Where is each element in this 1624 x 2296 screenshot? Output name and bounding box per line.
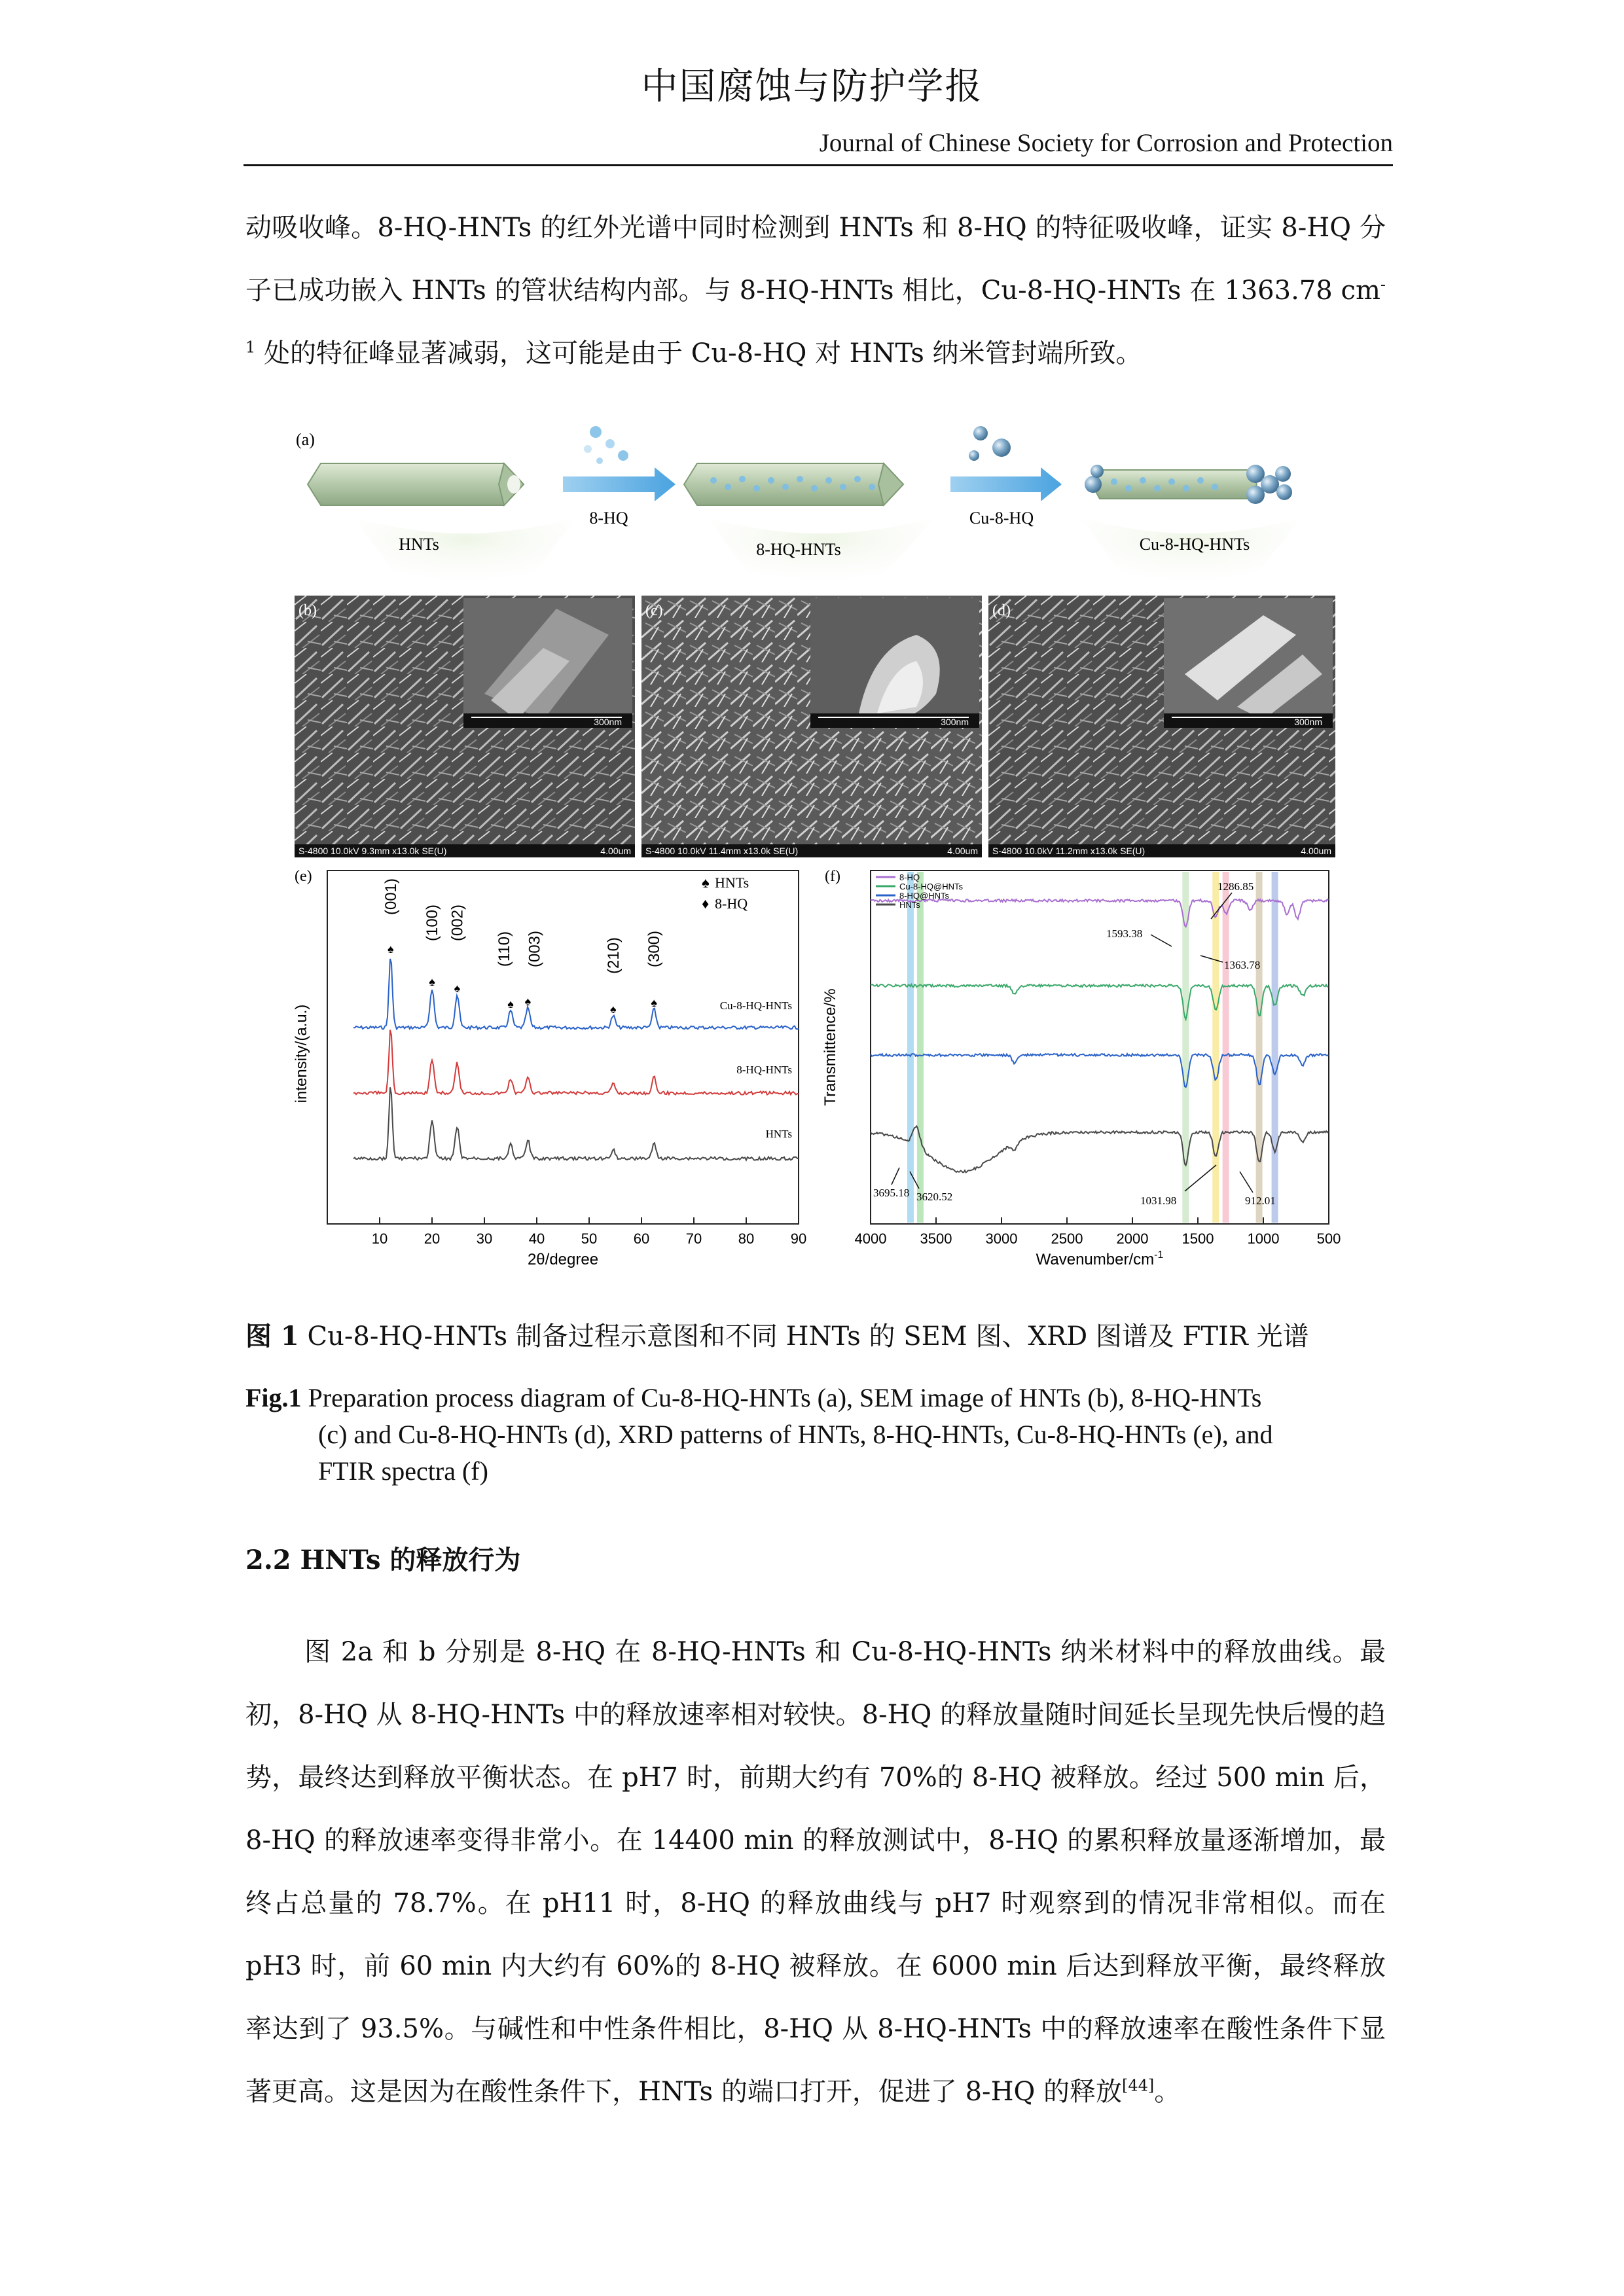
sem-b-scale: 300nm (594, 717, 622, 727)
ftir-panel-label: (f) (825, 868, 840, 885)
ftir-highlight-band (1212, 872, 1219, 1223)
ftir-x-label: Wavenumber/$cm^{-1}$ (1036, 1249, 1164, 1268)
xrd-peak-label: (300) (645, 930, 664, 968)
sem-b-label: (b) (298, 602, 317, 619)
journal-title-en: Journal of Chinese Society for Corrosion and Protection (819, 129, 1393, 157)
xrd-series-line (353, 959, 799, 1030)
arrow-8hq (563, 426, 676, 501)
intro-tail: 处的特征峰显著减弱，这可能是由于 Cu-8-HQ 对 HNTs 纳米管封端所致。 (255, 338, 1142, 368)
sem-d-scale: 300nm (1294, 717, 1322, 727)
xrd-trace-label-hnts: HNTs (765, 1128, 792, 1140)
intro-superscript: -1 (245, 275, 1386, 357)
sem-b-bar: 4.00um (600, 846, 631, 856)
intro-text: 动吸收峰。8-HQ-HNTs 的红外光谱中同时检测到 HNTs 和 8-HQ 的特征吸收峰，证实 8-HQ 分子已成功嵌入 HNTs 的管状结构内部。与 8-HQ-HNTs 相比，Cu-8-HQ-HNTs 在 1363.78 cm (245, 213, 1386, 306)
body-text: 图 2a 和 b 分别是 8-HQ 在 8-HQ-HNTs 和 Cu-8-HQ-HNTs 纳米材料中的释放曲线。最初，8-HQ 从 8-HQ-HNTs 中的释放速率相对较快。8-HQ 的释放量随时间延长呈现先快后慢的趋势，最终达到释放平衡状态。在 pH7 时，前期大约有 70%的 8-HQ 被释放。经过 500 min 后，8-HQ 的释放速率变得非常小。在 14400 min 的释放测试中，8-HQ 的累积释放量逐渐增加，最终占总量的 78.7%。在 pH11 时，8-HQ 的释放曲线与 pH7 时观察到的情况非常相似。而在 pH3 时，前 60 min 内大约有 60%的 8-HQ 被释放。在 6000 min 后达到释放平衡，最终释放率达到了 93.5%。与碱性和中性条件相比，8-HQ 从 8-HQ-HNTs 中的释放速率在酸性条件下显著更高。这是因为在酸性条件下，HNTs 的端口打开，促进了 8-HQ 的释放 (245, 1637, 1386, 2107)
ftir-legend (876, 872, 963, 910)
ftir-x-tick-label: 4000 (854, 1230, 887, 1247)
ftir-highlight-band (907, 872, 914, 1223)
ftir-ann-3695: 3695.18 (873, 1187, 910, 1199)
xrd-trace-label-cu: Cu-8-HQ-HNTs (719, 999, 792, 1012)
sem-d-meta: S-4800 10.0kV 11.2mm x13.0k SE(U) (992, 846, 1146, 856)
sem-panel-b (295, 596, 635, 857)
ftir-chart (821, 868, 1341, 1268)
sem-c-scale: 300nm (941, 717, 969, 727)
xrd-peak-label: (001) (382, 878, 400, 916)
step-hnts-label: HNTs (399, 535, 439, 554)
xrd-trace-label-8hq: 8-HQ-HNTs (736, 1064, 792, 1076)
xrd-chart (293, 868, 806, 1268)
ftir-legend-8hq-hnts: 8-HQ@HNTs (899, 891, 950, 901)
sem-panel-d (988, 596, 1335, 857)
figure-caption-en-label: Fig.1 (245, 1383, 302, 1412)
sem-d-label: (d) (992, 602, 1011, 619)
ftir-highlight-band (1256, 872, 1263, 1223)
xrd-peak-label: (002) (448, 904, 467, 942)
xrd-peak-marker: ♠ (454, 982, 461, 995)
xrd-peak-marker: ♠ (651, 996, 657, 1009)
step-cu8hq-hnts-label: Cu-8-HQ-HNTs (1139, 535, 1250, 554)
hnts-tube-graphic (308, 463, 524, 505)
xrd-y-label: intensity/(a.u.) (293, 1004, 310, 1103)
ftir-x-ticks (855, 1217, 1341, 1247)
sem-panel-c (641, 596, 982, 857)
section-heading-text: 的释放行为 (380, 1545, 521, 1575)
xrd-legend-hnts: HNTs (715, 874, 749, 891)
figure-caption-cn-label: 图 1 (245, 1321, 299, 1352)
citation-ref: [44] (1121, 2076, 1155, 2095)
xrd-peak-marker: ♠ (524, 995, 532, 1008)
ftir-x-tick-label: 1500 (1182, 1230, 1214, 1247)
ftir-ann-1031: 1031.98 (1140, 1194, 1177, 1207)
ftir-highlight-band (1272, 872, 1278, 1223)
xrd-legend-marker-8hq: ♦ (702, 895, 710, 912)
xrd-peak-marker: ♠ (507, 997, 514, 1011)
xrd-x-label: 2θ/degree (527, 1251, 599, 1268)
xrd-x-tick-label: 30 (476, 1230, 493, 1247)
xrd-x-ticks (372, 1217, 806, 1247)
ftir-ann-1286: 1286.85 (1218, 880, 1254, 893)
xrd-peak-label: (110) (496, 931, 513, 967)
ftir-highlight-band (1223, 872, 1229, 1223)
xrd-peak-marker: ♠ (388, 942, 394, 956)
section-heading (245, 1539, 520, 1577)
ftir-y-label: Transmittence/% (821, 988, 839, 1106)
intro-paragraph (245, 196, 1386, 385)
xrd-x-tick-label: 90 (790, 1230, 807, 1247)
ftir-legend-8hq: 8-HQ (899, 872, 920, 882)
arrow-cu8hq (950, 426, 1062, 501)
journal-title-cn: 中国腐蚀与防护学报 (641, 65, 983, 108)
step-8hq-hnts-label: 8-HQ-HNTs (756, 540, 841, 559)
ftir-highlight-band (1182, 872, 1189, 1223)
ftir-legend-cu: Cu-8-HQ@HNTs (899, 882, 963, 891)
xrd-x-tick-label: 20 (424, 1230, 441, 1247)
arrow-cu8hq-label: Cu-8-HQ (969, 509, 1034, 528)
section-heading-number: 2.2 HNTs (245, 1545, 381, 1575)
ftir-x-tick-label: 500 (1316, 1230, 1341, 1247)
xrd-series-line (353, 1030, 799, 1095)
ftir-ann-912: 912.01 (1245, 1194, 1276, 1207)
sem-c-label: (c) (645, 602, 663, 619)
xrd-legend-8hq: 8-HQ (715, 895, 748, 912)
figure-caption-en (245, 1380, 1386, 1490)
xrd-peak-marker: ♠ (610, 1003, 617, 1016)
ftir-x-tick-label: 2000 (1116, 1230, 1149, 1247)
xrd-x-tick-label: 60 (633, 1230, 650, 1247)
panel-a-label: (a) (296, 430, 315, 449)
figure-1 (288, 419, 1342, 1276)
panel-a-schematic (296, 426, 1303, 589)
xrd-peak-label: (100) (424, 904, 441, 942)
figure-caption-cn-text: Cu-8-HQ-HNTs 制备过程示意图和不同 HNTs 的 SEM 图、XRD 图谱及 FTIR 光谱 (298, 1321, 1309, 1352)
figure-caption-en-line3: FTIR spectra (f) (318, 1456, 488, 1486)
xrd-peak-label: (210) (604, 937, 623, 975)
ftir-ann-1363: 1363.78 (1224, 959, 1261, 971)
ftir-ann-1593: 1593.38 (1106, 927, 1143, 940)
xrd-panel-label: (e) (295, 868, 312, 885)
xrd-peak-marker: ♠ (429, 975, 435, 988)
figure-caption-en-line2: (c) and Cu-8-HQ-HNTs (d), XRD patterns of HNTs, 8-HQ-HNTs, Cu-8-HQ-HNTs (e), and (318, 1420, 1273, 1449)
xrd-x-tick-label: 70 (685, 1230, 702, 1247)
figure-caption-en-line1: Preparation process diagram of Cu-8-HQ-HNTs (a), SEM image of HNTs (b), 8-HQ-HNTs (301, 1383, 1262, 1412)
xrd-series-line (353, 1087, 799, 1160)
ftir-x-tick-label: 3000 (985, 1230, 1018, 1247)
body-end: 。 (1154, 2077, 1181, 2107)
ftir-x-tick-label: 3500 (920, 1230, 952, 1247)
sem-b-meta: S-4800 10.0kV 9.3mm x13.0k SE(U) (298, 846, 447, 856)
xrd-legend-marker-hnts: ♠ (702, 874, 710, 891)
xrd-legend (702, 874, 749, 912)
sem-c-meta: S-4800 10.0kV 11.4mm x13.0k SE(U) (645, 846, 799, 856)
xrd-x-tick-label: 10 (371, 1230, 388, 1247)
ftir-x-tick-label: 1000 (1247, 1230, 1280, 1247)
sem-c-bar: 4.00um (947, 846, 978, 856)
xrd-x-tick-label: 80 (738, 1230, 755, 1247)
header-rule (244, 164, 1393, 166)
cu8hq-hnts-tube-graphic (1085, 465, 1292, 504)
ftir-ann-3620: 3620.52 (916, 1191, 953, 1203)
ftir-x-tick-label: 2500 (1051, 1230, 1083, 1247)
arrow-8hq-label: 8-HQ (589, 509, 628, 528)
sem-d-bar: 4.00um (1301, 846, 1331, 856)
xrd-x-tick-label: 40 (528, 1230, 545, 1247)
8hq-hnts-tube-graphic (684, 463, 903, 505)
body-paragraph (245, 1621, 1386, 2123)
xrd-peak-label: (003) (526, 930, 544, 968)
ftir-highlight-band (917, 872, 924, 1223)
figure-caption-cn (245, 1316, 1309, 1353)
ftir-legend-hnts: HNTs (899, 900, 920, 910)
xrd-x-tick-label: 50 (581, 1230, 598, 1247)
